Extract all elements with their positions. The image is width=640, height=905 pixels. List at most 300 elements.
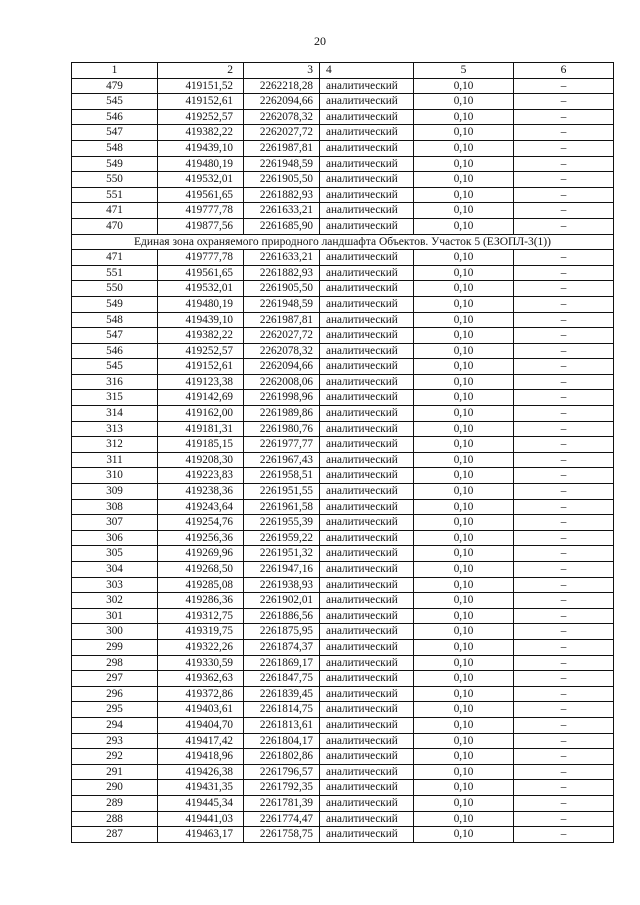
table-cell: 2261959,22	[244, 530, 320, 546]
table-cell: аналитический	[320, 140, 414, 156]
table-cell: 419243,64	[158, 499, 244, 515]
table-cell: аналитический	[320, 717, 414, 733]
table-cell: 2261758,75	[244, 827, 320, 843]
table-row	[72, 484, 614, 500]
table-cell: –	[514, 421, 614, 437]
table-row	[72, 390, 614, 406]
table-cell: аналитический	[320, 156, 414, 172]
table-cell: –	[514, 624, 614, 640]
table-cell: аналитический	[320, 78, 414, 94]
table-cell: 301	[72, 608, 158, 624]
table-cell: 2261874,37	[244, 639, 320, 655]
table-row	[72, 109, 614, 125]
table-cell: 419426,38	[158, 764, 244, 780]
table-row	[72, 811, 614, 827]
table-cell: –	[514, 156, 614, 172]
table-cell: 419123,38	[158, 374, 244, 390]
table-cell: 300	[72, 624, 158, 640]
table-cell: –	[514, 515, 614, 531]
table-cell: 2261796,57	[244, 764, 320, 780]
table-cell: 298	[72, 655, 158, 671]
table-cell: –	[514, 374, 614, 390]
table-cell: 0,10	[414, 624, 514, 640]
table-cell: 471	[72, 203, 158, 219]
table-cell: 419439,10	[158, 140, 244, 156]
table-cell: 545	[72, 359, 158, 375]
column-header: 1	[72, 63, 158, 79]
table-cell: аналитический	[320, 281, 414, 297]
table-cell: –	[514, 608, 614, 624]
table-cell: аналитический	[320, 593, 414, 609]
table-cell: –	[514, 562, 614, 578]
table-cell: –	[514, 733, 614, 749]
table-cell: 2261947,16	[244, 562, 320, 578]
table-cell: 2261998,96	[244, 390, 320, 406]
table-cell: –	[514, 577, 614, 593]
table-cell: 306	[72, 530, 158, 546]
table-cell: аналитический	[320, 203, 414, 219]
table-row	[72, 749, 614, 765]
table-cell: 419362,63	[158, 671, 244, 687]
table-cell: 2261905,50	[244, 172, 320, 188]
table-cell: 0,10	[414, 671, 514, 687]
table-cell: 2261902,01	[244, 593, 320, 609]
column-header: 2	[158, 63, 244, 79]
table-cell: 2262027,72	[244, 125, 320, 141]
table-cell: аналитический	[320, 749, 414, 765]
table-cell: аналитический	[320, 437, 414, 453]
table-cell: 545	[72, 94, 158, 110]
table-cell: 295	[72, 702, 158, 718]
table-row	[72, 437, 614, 453]
table-cell: –	[514, 593, 614, 609]
table-cell: –	[514, 359, 614, 375]
table-cell: 419322,26	[158, 639, 244, 655]
table-cell: 419330,59	[158, 655, 244, 671]
table-cell: 0,10	[414, 811, 514, 827]
table-cell: 304	[72, 562, 158, 578]
table-cell: 0,10	[414, 608, 514, 624]
table-cell: 2261804,17	[244, 733, 320, 749]
table-row	[72, 359, 614, 375]
table-cell: –	[514, 140, 614, 156]
table-cell: 2262008,06	[244, 374, 320, 390]
table-row	[72, 218, 614, 234]
table-row	[72, 265, 614, 281]
page-number: 20	[314, 34, 326, 48]
table-row	[72, 343, 614, 359]
table-cell: аналитический	[320, 406, 414, 422]
table-cell: 0,10	[414, 577, 514, 593]
table-cell: 419480,19	[158, 156, 244, 172]
table-row	[72, 717, 614, 733]
table-cell: 419404,70	[158, 717, 244, 733]
table-cell: 2261967,43	[244, 452, 320, 468]
table-cell: 419208,30	[158, 452, 244, 468]
table-cell: –	[514, 187, 614, 203]
table-cell: –	[514, 218, 614, 234]
table-cell: аналитический	[320, 187, 414, 203]
table-cell: –	[514, 296, 614, 312]
table-cell: 419382,22	[158, 125, 244, 141]
table-row	[72, 530, 614, 546]
table-cell: аналитический	[320, 374, 414, 390]
table-cell: 2261839,45	[244, 686, 320, 702]
table-cell: 291	[72, 764, 158, 780]
table-cell: –	[514, 749, 614, 765]
table-row	[72, 250, 614, 266]
table-cell: аналитический	[320, 546, 414, 562]
table-cell: 0,10	[414, 390, 514, 406]
table-cell: –	[514, 125, 614, 141]
table-cell: аналитический	[320, 296, 414, 312]
table-cell: 549	[72, 156, 158, 172]
table-cell: 0,10	[414, 515, 514, 531]
table-cell: 419372,86	[158, 686, 244, 702]
table-cell: 2261685,90	[244, 218, 320, 234]
table-row	[72, 780, 614, 796]
table-cell: аналитический	[320, 608, 414, 624]
table-cell: 2261980,76	[244, 421, 320, 437]
table-cell: аналитический	[320, 218, 414, 234]
table-cell: 0,10	[414, 172, 514, 188]
table-cell: 419269,96	[158, 546, 244, 562]
table-cell: 549	[72, 296, 158, 312]
table-cell: 419252,57	[158, 109, 244, 125]
table-cell: 2261951,55	[244, 484, 320, 500]
table-cell: аналитический	[320, 421, 414, 437]
table-cell: –	[514, 468, 614, 484]
table-cell: 0,10	[414, 764, 514, 780]
table-cell: аналитический	[320, 265, 414, 281]
table-cell: –	[514, 546, 614, 562]
table-cell: –	[514, 281, 614, 297]
table-cell: аналитический	[320, 452, 414, 468]
table-row	[72, 562, 614, 578]
table-cell: 302	[72, 593, 158, 609]
table-cell: 2262218,28	[244, 78, 320, 94]
table-cell: аналитический	[320, 577, 414, 593]
table-cell: 470	[72, 218, 158, 234]
table-cell: 551	[72, 265, 158, 281]
table-cell: 297	[72, 671, 158, 687]
table-cell: 419445,34	[158, 795, 244, 811]
table-cell: –	[514, 406, 614, 422]
column-header: 4	[320, 63, 414, 79]
table-cell: –	[514, 312, 614, 328]
table-cell: 547	[72, 328, 158, 344]
table-cell: 0,10	[414, 749, 514, 765]
table-cell: 0,10	[414, 530, 514, 546]
table-cell: аналитический	[320, 686, 414, 702]
table-cell: 419417,42	[158, 733, 244, 749]
table-cell: 2261987,81	[244, 140, 320, 156]
section-title-row	[72, 234, 614, 250]
table-row	[72, 94, 614, 110]
table-cell: 2261792,35	[244, 780, 320, 796]
table-cell: 287	[72, 827, 158, 843]
table-cell: аналитический	[320, 764, 414, 780]
table-cell: 0,10	[414, 296, 514, 312]
table-cell: 2261958,51	[244, 468, 320, 484]
table-row	[72, 671, 614, 687]
table-cell: 0,10	[414, 593, 514, 609]
table-cell: –	[514, 686, 614, 702]
table-cell: 419238,36	[158, 484, 244, 500]
table-cell: –	[514, 250, 614, 266]
table-cell: 419185,15	[158, 437, 244, 453]
table-cell: 0,10	[414, 140, 514, 156]
table-cell: –	[514, 717, 614, 733]
table-row	[72, 639, 614, 655]
table-header-row	[72, 63, 614, 79]
table-row	[72, 577, 614, 593]
table-cell: 303	[72, 577, 158, 593]
table-cell: 294	[72, 717, 158, 733]
table-cell: аналитический	[320, 702, 414, 718]
table-cell: 2261781,39	[244, 795, 320, 811]
table-row	[72, 156, 614, 172]
table-cell: 0,10	[414, 218, 514, 234]
table-cell: 0,10	[414, 187, 514, 203]
table-cell: 419223,83	[158, 468, 244, 484]
table-cell: 0,10	[414, 265, 514, 281]
table-cell: аналитический	[320, 795, 414, 811]
table-cell: аналитический	[320, 468, 414, 484]
table-cell: 419285,08	[158, 577, 244, 593]
table-cell: –	[514, 437, 614, 453]
table-row	[72, 499, 614, 515]
table-cell: 2261802,86	[244, 749, 320, 765]
table-cell: 548	[72, 312, 158, 328]
table-cell: 2261955,39	[244, 515, 320, 531]
table-cell: аналитический	[320, 562, 414, 578]
table-row	[72, 406, 614, 422]
table-cell: 296	[72, 686, 158, 702]
table-row	[72, 827, 614, 843]
table-cell: 2261951,32	[244, 546, 320, 562]
table-cell: 2261847,75	[244, 671, 320, 687]
table-cell: –	[514, 795, 614, 811]
table-cell: 2261948,59	[244, 156, 320, 172]
table-cell: аналитический	[320, 312, 414, 328]
table-cell: 0,10	[414, 374, 514, 390]
table-cell: 292	[72, 749, 158, 765]
table-cell: –	[514, 780, 614, 796]
table-cell: 0,10	[414, 343, 514, 359]
table-cell: 310	[72, 468, 158, 484]
table-cell: –	[514, 265, 614, 281]
table-cell: 0,10	[414, 562, 514, 578]
table-cell: 2261882,93	[244, 265, 320, 281]
table-cell: 0,10	[414, 499, 514, 515]
table-cell: –	[514, 203, 614, 219]
table-cell: 419532,01	[158, 172, 244, 188]
table-cell: аналитический	[320, 125, 414, 141]
table-cell: 2262078,32	[244, 109, 320, 125]
table-cell: 0,10	[414, 312, 514, 328]
table-cell: –	[514, 484, 614, 500]
table-cell: 419256,36	[158, 530, 244, 546]
table-cell: 316	[72, 374, 158, 390]
table-cell: 312	[72, 437, 158, 453]
table-cell: аналитический	[320, 343, 414, 359]
table-row	[72, 655, 614, 671]
table-cell: 2261886,56	[244, 608, 320, 624]
table-cell: 419441,03	[158, 811, 244, 827]
table-cell: –	[514, 343, 614, 359]
table-cell: аналитический	[320, 811, 414, 827]
table-cell: 0,10	[414, 686, 514, 702]
table-cell: 311	[72, 452, 158, 468]
table-cell: 0,10	[414, 639, 514, 655]
table-row	[72, 203, 614, 219]
table-cell: 419777,78	[158, 250, 244, 266]
table-cell: 419151,52	[158, 78, 244, 94]
table-cell: 479	[72, 78, 158, 94]
table-cell: 0,10	[414, 702, 514, 718]
table-cell: 2261882,93	[244, 187, 320, 203]
table-cell: 0,10	[414, 733, 514, 749]
table-cell: аналитический	[320, 780, 414, 796]
table-cell: 2261814,75	[244, 702, 320, 718]
table-cell: аналитический	[320, 624, 414, 640]
table-cell: 419439,10	[158, 312, 244, 328]
table-cell: 2261987,81	[244, 312, 320, 328]
table-cell: 547	[72, 125, 158, 141]
table-cell: 2261869,17	[244, 655, 320, 671]
table-cell: аналитический	[320, 359, 414, 375]
table-cell: 419403,61	[158, 702, 244, 718]
table-cell: –	[514, 671, 614, 687]
table-row	[72, 374, 614, 390]
table-row	[72, 608, 614, 624]
table-cell: 2262027,72	[244, 328, 320, 344]
table-cell: –	[514, 328, 614, 344]
table-row	[72, 593, 614, 609]
table-cell: –	[514, 639, 614, 655]
table-cell: аналитический	[320, 499, 414, 515]
table-cell: 419319,75	[158, 624, 244, 640]
table-cell: 419480,19	[158, 296, 244, 312]
table-cell: 305	[72, 546, 158, 562]
table-cell: 550	[72, 281, 158, 297]
table-row	[72, 312, 614, 328]
table-cell: –	[514, 172, 614, 188]
table-cell: аналитический	[320, 172, 414, 188]
table-cell: 419561,65	[158, 265, 244, 281]
table-cell: 419463,17	[158, 827, 244, 843]
coordinates-table	[71, 62, 614, 843]
table-row	[72, 187, 614, 203]
table-cell: 546	[72, 343, 158, 359]
table-cell: 0,10	[414, 328, 514, 344]
table-cell: 0,10	[414, 203, 514, 219]
table-cell: –	[514, 655, 614, 671]
table-cell: 290	[72, 780, 158, 796]
section-title: Единая зона охраняемого природного ландшафта Объектов. Участок 5 (ЕЗОПЛ-3(1))	[72, 234, 614, 250]
table-cell: 2261961,58	[244, 499, 320, 515]
table-cell: 2261905,50	[244, 281, 320, 297]
table-cell: 0,10	[414, 780, 514, 796]
table-row	[72, 733, 614, 749]
table-cell: 419152,61	[158, 94, 244, 110]
table-cell: 314	[72, 406, 158, 422]
table-row	[72, 546, 614, 562]
table-cell: аналитический	[320, 328, 414, 344]
table-cell: 471	[72, 250, 158, 266]
table-cell: 0,10	[414, 156, 514, 172]
table-cell: аналитический	[320, 250, 414, 266]
column-header: 5	[414, 63, 514, 79]
table-row	[72, 172, 614, 188]
table-cell: 419162,00	[158, 406, 244, 422]
table-cell: 0,10	[414, 421, 514, 437]
table-cell: 2261813,61	[244, 717, 320, 733]
table-cell: –	[514, 530, 614, 546]
table-cell: 419877,56	[158, 218, 244, 234]
table-cell: 419142,69	[158, 390, 244, 406]
table-row	[72, 686, 614, 702]
table-cell: 299	[72, 639, 158, 655]
table-cell: 419254,76	[158, 515, 244, 531]
table-row	[72, 78, 614, 94]
table-cell: 0,10	[414, 78, 514, 94]
table-cell: 0,10	[414, 406, 514, 422]
table-cell: –	[514, 452, 614, 468]
table-cell: 2262094,66	[244, 94, 320, 110]
table-cell: 419561,65	[158, 187, 244, 203]
table-cell: аналитический	[320, 671, 414, 687]
table-row	[72, 515, 614, 531]
table-cell: 0,10	[414, 250, 514, 266]
table-cell: 288	[72, 811, 158, 827]
table-cell: 551	[72, 187, 158, 203]
table-cell: 2261633,21	[244, 250, 320, 266]
table-cell: 0,10	[414, 452, 514, 468]
table-cell: 0,10	[414, 94, 514, 110]
table-row	[72, 452, 614, 468]
table-cell: –	[514, 78, 614, 94]
table-cell: 2261948,59	[244, 296, 320, 312]
table-cell: 419312,75	[158, 608, 244, 624]
table-cell: 2261989,86	[244, 406, 320, 422]
table-row	[72, 125, 614, 141]
table-cell: –	[514, 390, 614, 406]
table-cell: 0,10	[414, 655, 514, 671]
table-cell: 548	[72, 140, 158, 156]
column-header: 6	[514, 63, 614, 79]
table-row	[72, 421, 614, 437]
table-cell: аналитический	[320, 515, 414, 531]
column-header: 3	[244, 63, 320, 79]
table-row	[72, 764, 614, 780]
table-cell: –	[514, 109, 614, 125]
table-cell: 0,10	[414, 717, 514, 733]
table-cell: 308	[72, 499, 158, 515]
table-cell: 419431,35	[158, 780, 244, 796]
table-row	[72, 140, 614, 156]
table-cell: 419286,36	[158, 593, 244, 609]
table-cell: 419152,61	[158, 359, 244, 375]
table-cell: –	[514, 499, 614, 515]
table-cell: 0,10	[414, 125, 514, 141]
table-cell: аналитический	[320, 733, 414, 749]
table-cell: аналитический	[320, 827, 414, 843]
table-cell: аналитический	[320, 639, 414, 655]
table-cell: 0,10	[414, 468, 514, 484]
table-cell: –	[514, 811, 614, 827]
